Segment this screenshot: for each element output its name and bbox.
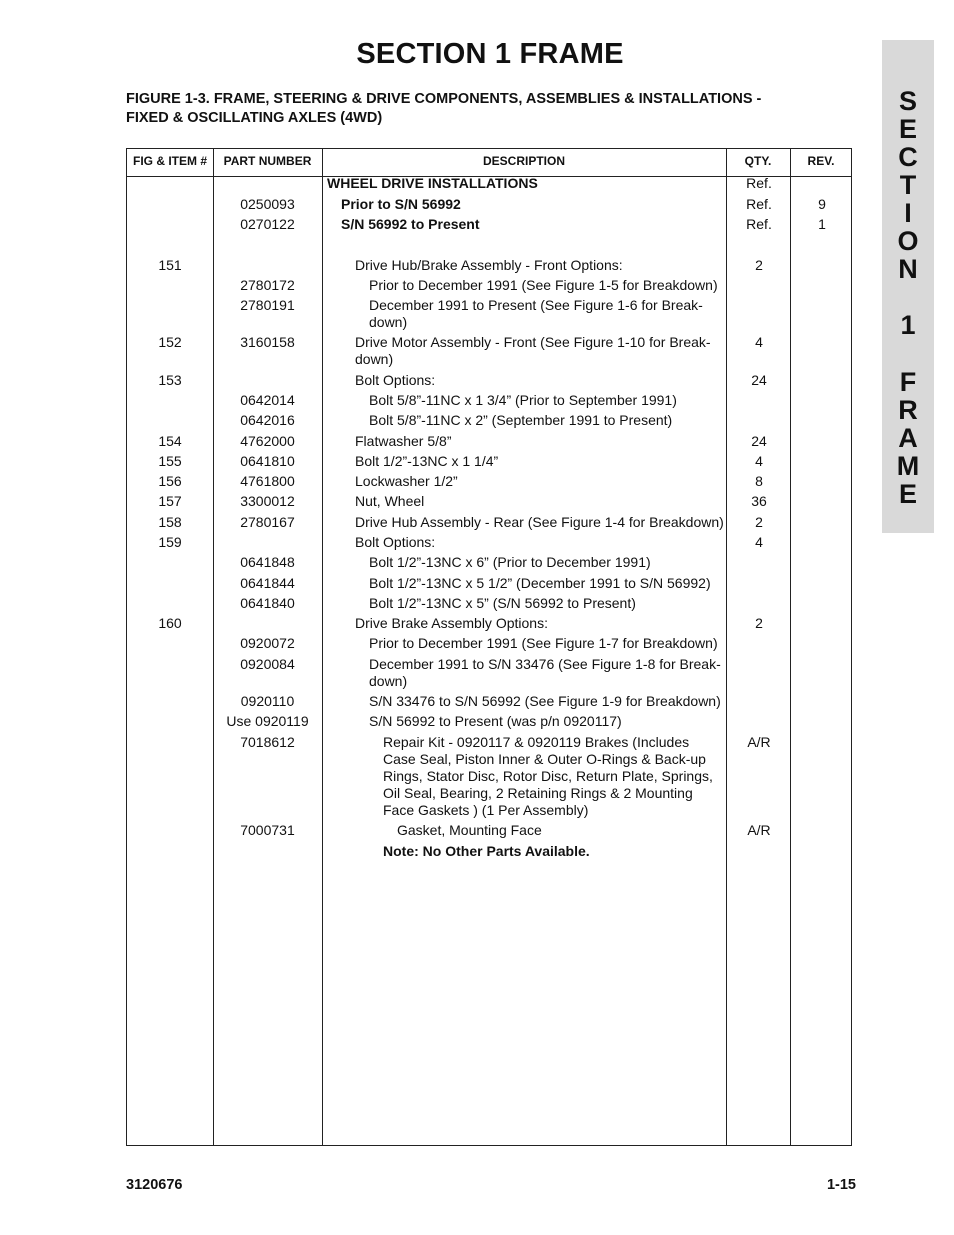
description-line: Drive Motor Assembly - Front (See Figure 1-10 for Break-	[355, 334, 711, 350]
fig-item-cell: 160	[158, 615, 182, 631]
footer-page-number: 1-15	[826, 1177, 856, 1193]
part-number-cell: 2780167	[240, 514, 295, 530]
description-cell	[327, 412, 725, 429]
description-cell	[327, 372, 725, 389]
fig-item-cell: 151	[158, 257, 182, 273]
description-line: Bolt 5/8”-11NC x 1 3/4” (Prior to September 1991)	[369, 392, 677, 408]
figure-title-line-2: FIXED & OSCILLATING AXLES (4WD)	[126, 110, 383, 126]
description-line: December 1991 to S/N 33476 (See Figure 1-8 for Break-	[369, 656, 721, 672]
side-tab-letter: O	[897, 226, 919, 256]
part-number-cell: 0250093	[240, 196, 295, 212]
qty-cell: 24	[751, 372, 767, 388]
description-cell	[327, 615, 725, 632]
description-line: Drive Hub/Brake Assembly - Front Options:	[355, 257, 623, 273]
side-tab-letter: I	[904, 198, 912, 228]
description-cell	[327, 297, 725, 331]
qty-cell: Ref.	[746, 175, 772, 191]
description-line: Note: No Other Parts Available.	[383, 843, 590, 859]
description-cell	[327, 534, 725, 551]
header-fig-item: FIG & ITEM #	[132, 154, 207, 168]
rev-cell: 1	[818, 216, 826, 232]
description-cell	[327, 843, 725, 860]
section-title: SECTION 1 FRAME	[356, 38, 624, 70]
footer-document-number: 3120676	[126, 1177, 183, 1193]
description-line: Gasket, Mounting Face	[397, 822, 542, 838]
side-tab-letter: R	[898, 395, 918, 425]
fig-item-cell: 157	[158, 493, 182, 509]
parts-table	[126, 148, 852, 1146]
description-line: December 1991 to Present (See Figure 1-6 for Break-	[369, 297, 703, 313]
description-line: Case Seal, Piston Inner & Outer O-Rings & Back-up	[383, 751, 706, 767]
description-cell	[327, 277, 725, 294]
description-cell	[327, 575, 725, 592]
header-description: DESCRIPTION	[482, 154, 565, 168]
description-line: Bolt Options:	[355, 372, 436, 388]
qty-cell: 2	[755, 615, 763, 631]
description-line: down)	[355, 351, 394, 367]
qty-cell: A/R	[747, 822, 771, 838]
qty-cell: 2	[755, 257, 763, 273]
part-number-cell: 0920110	[240, 693, 295, 709]
fig-item-cell: 154	[158, 433, 182, 449]
qty-cell: 4	[755, 534, 763, 550]
description-cell	[327, 595, 725, 612]
part-number-cell: 0920072	[240, 635, 295, 651]
description-line: Face Gaskets ) (1 Per Assembly)	[383, 802, 589, 818]
side-tab-letter: E	[898, 479, 917, 509]
fig-item-cell: 159	[158, 534, 182, 550]
description-line: Oil Seal, Bearing, 2 Retaining Rings & 2 Mounting	[383, 785, 693, 801]
description-cell	[327, 514, 725, 531]
part-number-cell: 4762000	[240, 433, 295, 449]
side-tab-letter: M	[896, 451, 920, 481]
description-line: Lockwasher 1/2”	[355, 473, 458, 489]
description-line: Bolt 1/2”-13NC x 5” (S/N 56992 to Present)	[369, 595, 636, 611]
rev-cell: 9	[818, 196, 826, 212]
part-number-cell: 7018612	[240, 734, 295, 750]
description-line: Drive Brake Assembly Options:	[355, 615, 548, 631]
part-number-cell: 0642014	[240, 392, 295, 408]
header-rev: REV.	[807, 154, 835, 168]
description-cell	[327, 175, 725, 192]
description-line: Bolt Options:	[355, 534, 436, 550]
description-line: S/N 56992 to Present	[341, 216, 480, 232]
column-divider	[726, 149, 727, 1145]
header-qty: QTY.	[744, 154, 772, 168]
part-number-cell: 0270122	[240, 216, 295, 232]
part-number-cell: 0641848	[240, 554, 295, 570]
part-number-cell: 2780191	[240, 297, 295, 313]
column-divider	[790, 149, 791, 1145]
description-line: Prior to December 1991 (See Figure 1-5 for Breakdown)	[369, 277, 718, 293]
qty-cell: A/R	[747, 734, 771, 750]
part-number-cell: 0641810	[240, 453, 295, 469]
description-cell	[327, 713, 725, 730]
side-tab-letter: C	[898, 142, 918, 172]
description-line: Bolt 1/2”-13NC x 6” (Prior to December 1991)	[369, 554, 651, 570]
figure-title	[126, 90, 846, 128]
description-line: Prior to S/N 56992	[341, 196, 461, 212]
description-line: down)	[369, 314, 408, 330]
description-line: WHEEL DRIVE INSTALLATIONS	[327, 175, 538, 191]
fig-item-cell: 152	[158, 334, 182, 350]
description-cell	[327, 453, 725, 470]
qty-cell: 24	[751, 433, 767, 449]
description-cell	[327, 392, 725, 409]
part-number-cell: 0920084	[240, 656, 295, 672]
side-tab-letter: E	[898, 114, 917, 144]
qty-cell: 36	[751, 493, 767, 509]
qty-cell: Ref.	[746, 196, 772, 212]
description-cell	[327, 196, 725, 213]
side-tab-letter: A	[898, 423, 918, 453]
side-tab-letter: 1	[900, 310, 916, 340]
part-number-cell: 4761800	[240, 473, 295, 489]
figure-title-line-1: FIGURE 1-3. FRAME, STEERING & DRIVE COMPONENTS, ASSEMBLIES & INSTALLATIONS -	[126, 91, 762, 107]
part-number-cell: 0642016	[240, 412, 295, 428]
description-line: Repair Kit - 0920117 & 0920119 Brakes (Includes	[383, 734, 690, 750]
description-cell	[327, 493, 725, 510]
description-line: Bolt 1/2”-13NC x 1 1/4”	[355, 453, 499, 469]
fig-item-cell: 156	[158, 473, 182, 489]
description-cell	[327, 734, 725, 819]
side-tab-letter: F	[899, 367, 917, 397]
column-divider	[322, 149, 323, 1145]
qty-cell: 2	[755, 514, 763, 530]
description-line: Drive Hub Assembly - Rear (See Figure 1-4 for Breakdown)	[355, 514, 724, 530]
description-line: S/N 56992 to Present (was p/n 0920117)	[369, 713, 622, 729]
qty-cell: Ref.	[746, 216, 772, 232]
description-cell	[327, 334, 725, 368]
part-number-cell: 0641844	[240, 575, 295, 591]
fig-item-cell: 153	[158, 372, 182, 388]
description-line: Bolt 1/2”-13NC x 5 1/2” (December 1991 to S/N 56992)	[369, 575, 711, 591]
description-line: S/N 33476 to S/N 56992 (See Figure 1-9 for Breakdown)	[369, 693, 721, 709]
description-line: Bolt 5/8”-11NC x 2” (September 1991 to Present)	[369, 412, 673, 428]
description-cell	[327, 635, 725, 652]
description-line: Prior to December 1991 (See Figure 1-7 for Breakdown)	[369, 635, 718, 651]
part-number-cell: 0641840	[240, 595, 295, 611]
description-cell	[327, 433, 725, 450]
qty-cell: 4	[755, 334, 763, 350]
part-number-cell: Use 0920119	[226, 713, 309, 729]
side-tab-letter: N	[898, 254, 918, 284]
description-cell	[327, 216, 725, 233]
description-cell	[327, 656, 725, 690]
header-part-number: PART NUMBER	[223, 154, 312, 168]
side-tab-letter: S	[898, 86, 917, 116]
description-cell	[327, 693, 725, 710]
description-cell	[327, 473, 725, 490]
fig-item-cell: 158	[158, 514, 182, 530]
fig-item-cell: 155	[158, 453, 182, 469]
description-line: Nut, Wheel	[355, 493, 425, 509]
description-line: down)	[369, 673, 408, 689]
part-number-cell: 2780172	[240, 277, 295, 293]
qty-cell: 8	[755, 473, 763, 489]
description-cell	[327, 554, 725, 571]
part-number-cell: 7000731	[240, 822, 295, 838]
description-line: Rings, Stator Disc, Rotor Disc, Return Plate, Springs,	[383, 768, 713, 784]
description-cell	[327, 822, 725, 839]
side-tab-letter: T	[899, 170, 917, 200]
part-number-cell: 3300012	[240, 493, 295, 509]
section-side-tab	[882, 40, 934, 533]
part-number-cell: 3160158	[240, 334, 295, 350]
description-cell	[327, 257, 725, 274]
qty-cell: 4	[755, 453, 763, 469]
description-line: Flatwasher 5/8”	[355, 433, 452, 449]
